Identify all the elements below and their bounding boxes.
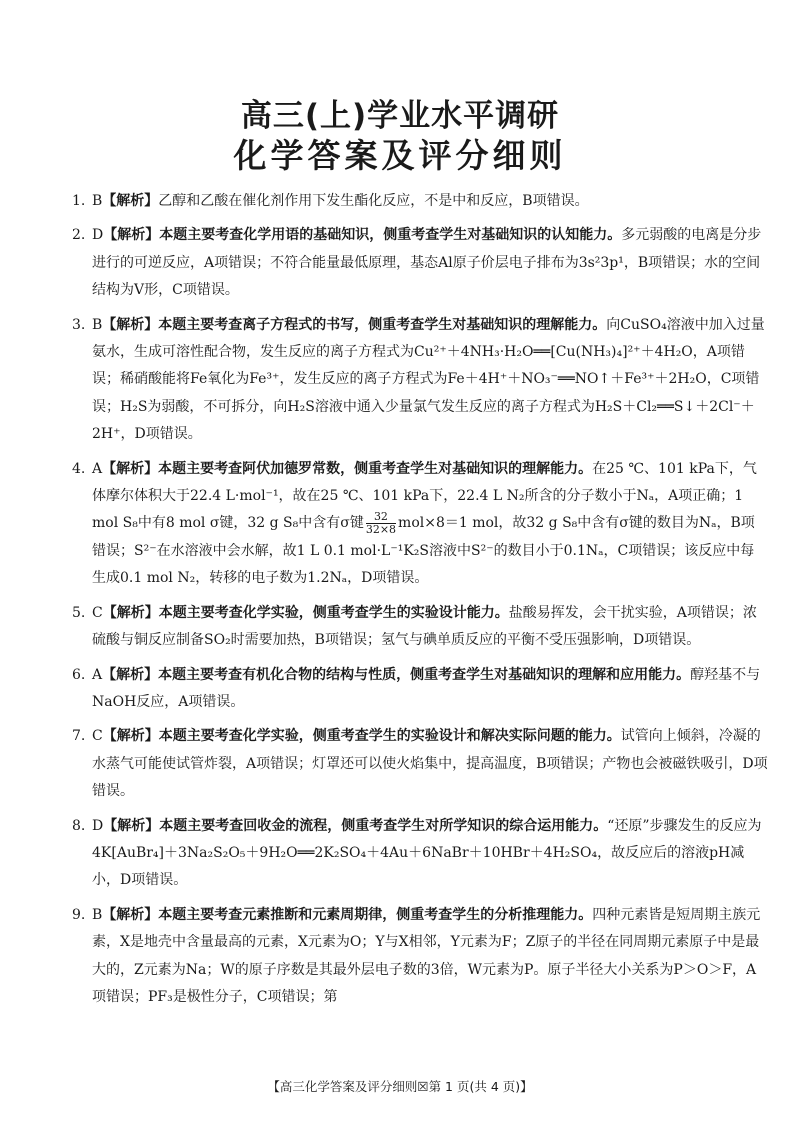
question-number: 8. xyxy=(72,817,86,834)
analysis-lead: 本题主要考查离子方程式的书写，侧重考查学生对基础知识的理解能力。 xyxy=(158,316,607,333)
answer-item-6 xyxy=(72,662,768,717)
question-number: 5. xyxy=(72,604,86,621)
analysis-body: “还原”步骤发生的反应为4K[AuBr₄]＋3Na₂S₂O₅＋9H₂O══2K₂SO₄＋4Au＋6NaBr＋10HBr＋4H₂SO₄，故反应后的溶液pH减小，D项错误。 xyxy=(92,817,762,889)
answer-item-8 xyxy=(72,813,768,895)
analysis-lead: 本题主要考查化学实验，侧重考查学生的实验设计和解决实际问题的能力。 xyxy=(158,728,621,745)
answer-choice: D xyxy=(92,817,104,834)
answer-choice: D xyxy=(92,227,104,244)
page-subtitle: 化学答案及评分细则 xyxy=(233,136,567,175)
answer-text xyxy=(92,312,768,449)
analysis-body: 乙醇和乙酸在催化剂作用下发生酯化反应，不是中和反应，B项错误。 xyxy=(158,193,589,209)
analysis-lead: 本题主要考查化学用语的基础知识，侧重考查学生对基础知识的认知能力。 xyxy=(159,227,622,244)
answer-item-9 xyxy=(72,902,768,1012)
analysis-lead: 本题主要考查回收金的流程，侧重考查学生对所学知识的综合运用能力。 xyxy=(159,817,608,834)
answer-text xyxy=(92,222,768,304)
question-number: 7. xyxy=(72,728,86,745)
analysis-body: 试管向上倾斜，冷凝的水蒸气可能使试管炸裂，A项错误；灯罩还可以使火焰集中，提高温度，B项错误；产物也会被磁铁吸引，D项错误。 xyxy=(92,728,768,800)
fraction-denominator: 32×8 xyxy=(365,522,397,536)
analysis-lead: 本题主要考查有机化合物的结构与性质，侧重考查学生对基础知识的理解和应用能力。 xyxy=(158,666,691,683)
analysis-label: 【解析】 xyxy=(102,460,159,477)
analysis-label: 【解析】 xyxy=(103,817,160,834)
question-number: 1. xyxy=(72,193,86,209)
page-title: 高三(上)学业水平调研 xyxy=(240,98,560,134)
answer-text xyxy=(92,662,768,717)
question-number: 2. xyxy=(72,227,86,244)
analysis-label: 【解析】 xyxy=(102,728,159,745)
answer-text xyxy=(92,456,768,593)
answer-choice: B xyxy=(92,316,103,333)
answer-text xyxy=(92,813,768,895)
analysis-body: 多元弱酸的电离是分步进行的可逆反应，A项错误；不符合能量最低原理，基态Al原子价层电子排布为3s²3p¹，B项错误；水的空间结构为V形，C项错误。 xyxy=(92,227,762,299)
analysis-label: 【解析】 xyxy=(102,906,159,923)
analysis-lead: 本题主要考查阿伏加德罗常数，侧重考查学生对基础知识的理解能力。 xyxy=(158,460,593,477)
analysis-body: 向CuSO₄溶液中加入过量氨水，生成可溶性配合物，发生反应的离子方程式为Cu²⁺＋4NH₃·H₂O══[Cu(NH₃)₄]²⁺＋4H₂O，A项错误；稀硝酸能将Fe氧化为Fe³⁺，发生反应的离子方程式为Fe＋4H⁺＋NO₃⁻══NO↑＋Fe³⁺＋2H₂O，C项错误；H₂S为弱酸，不可拆分，向H₂S溶液中通入少量氯气发生反应的离子方程式为H₂S＋Cl₂══S↓＋2Cl⁻＋2H⁺，D项错误。 xyxy=(92,316,765,443)
analysis-label: 【解析】 xyxy=(103,227,160,244)
fraction xyxy=(366,511,396,536)
analysis-body-part2: mol×8＝1 mol，故32 g S₈中含有σ键的数目为Nₐ，B项错误；S²⁻在水溶液中会水解，故1 L 0.1 mol·L⁻¹K₂S溶液中S²⁻的数目小于0.1Nₐ，C项错误；该反应中每生成0.1 mol N₂，转移的电子数为1.2Nₐ，D项错误。 xyxy=(92,515,755,587)
answer-choice: B xyxy=(92,906,103,923)
answer-text xyxy=(92,600,768,655)
answer-choice: B xyxy=(92,193,103,209)
answer-item-7 xyxy=(72,723,768,805)
question-number: 4. xyxy=(72,460,86,477)
answer-item-2 xyxy=(72,222,768,304)
analysis-lead: 本题主要考查元素推断和元素周期律，侧重考查学生的分析推理能力。 xyxy=(158,906,593,923)
question-number: 9. xyxy=(72,906,86,923)
answer-choice: C xyxy=(92,604,103,621)
answer-item-5 xyxy=(72,600,768,655)
answer-text xyxy=(92,902,768,1012)
question-number: 6. xyxy=(72,666,86,683)
answer-item-1 xyxy=(72,188,768,215)
fraction-numerator: 32 xyxy=(366,511,396,524)
analysis-label: 【解析】 xyxy=(102,193,159,209)
answer-choice: C xyxy=(92,728,103,745)
answer-list xyxy=(72,188,768,1018)
answer-item-3 xyxy=(72,312,768,449)
analysis-body: 四种元素皆是短周期主族元素，X是地壳中含量最高的元素，X元素为O；Y与X相邻，Y元素为F；Z原子的半径在同周期元素原子中是最大的，Z元素为Na；W的原子序数是其最外层电子数的3倍，W元素为P。原子半径大小关系为P＞O＞F，A项错误；PF₃是极性分子，C项错误；第 xyxy=(92,906,761,1005)
answer-text xyxy=(92,188,768,215)
analysis-label: 【解析】 xyxy=(102,666,159,683)
answer-choice: A xyxy=(92,460,103,477)
analysis-body-part1: 在25 ℃、101 kPa下，气体摩尔体积大于22.4 L·mol⁻¹，故在25 ℃、101 kPa下，22.4 L N₂所含的分子数小于Nₐ，A项正确；1 mol S₈中有8 mol σ键，32 g S₈中含有σ键 xyxy=(92,460,757,532)
answer-item-4 xyxy=(72,456,768,593)
page-footer: 【高三化学答案及评分细则☒第 1 页(共 4 页)】 xyxy=(267,1079,533,1094)
analysis-label: 【解析】 xyxy=(102,604,159,621)
answer-choice: A xyxy=(92,666,103,683)
question-number: 3. xyxy=(72,316,86,333)
analysis-label: 【解析】 xyxy=(102,316,159,333)
analysis-lead: 本题主要考查化学实验，侧重考查学生的实验设计能力。 xyxy=(158,604,509,621)
answer-text xyxy=(92,723,768,805)
analysis-body: 醇羟基不与NaOH反应，A项错误。 xyxy=(92,666,761,710)
analysis-body: 盐酸易挥发，会干扰实验，A项错误；浓硫酸与铜反应制备SO₂时需要加热，B项错误；氢气与碘单质反应的平衡不受压强影响，D项错误。 xyxy=(92,604,757,649)
